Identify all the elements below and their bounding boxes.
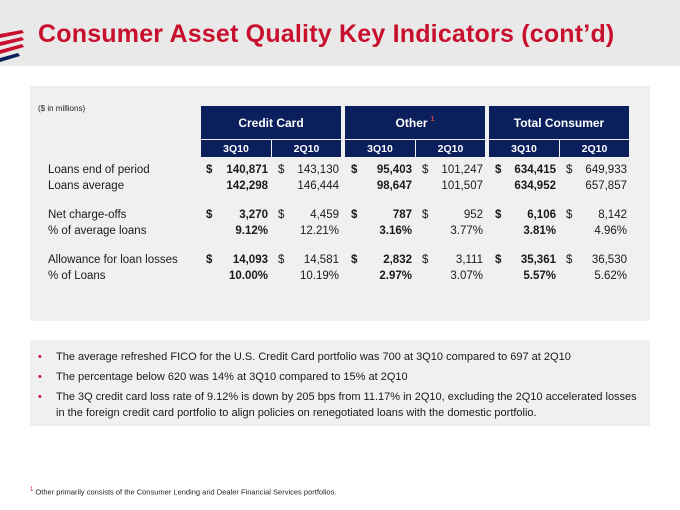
currency-sign: $ bbox=[206, 209, 213, 221]
period-header-cc-2q10: 2Q10 bbox=[272, 140, 341, 157]
table-cell: 634,415 bbox=[514, 164, 556, 176]
units-note: ($ in millions) bbox=[38, 104, 86, 113]
currency-sign: $ bbox=[422, 209, 429, 221]
period-header-other-2q10: 2Q10 bbox=[416, 140, 485, 157]
table-cell: 95,403 bbox=[376, 164, 412, 176]
currency-sign: $ bbox=[278, 254, 285, 266]
period-header-total-3q10: 3Q10 bbox=[489, 140, 559, 157]
currency-sign: $ bbox=[351, 254, 358, 266]
table-cell: 98,647 bbox=[376, 180, 412, 192]
period-header-other-3q10: 3Q10 bbox=[345, 140, 415, 157]
table-cell: 3.81% bbox=[523, 225, 556, 237]
table-cell: 143,130 bbox=[297, 164, 339, 176]
currency-sign: $ bbox=[422, 164, 429, 176]
row-label: % of average loans bbox=[48, 225, 147, 237]
table-cell: 35,361 bbox=[520, 254, 556, 266]
footnote: $^1$ Other primarily consists of the Consumer Lending and Dealer Financial Services portfolios. bbox=[30, 487, 337, 497]
group-header-other: Other $^1$ bbox=[345, 106, 485, 139]
table-cell: 3,111 bbox=[455, 254, 483, 266]
table-cell: 649,933 bbox=[585, 164, 627, 176]
currency-sign: $ bbox=[278, 164, 285, 176]
row-label: Allowance for loan losses bbox=[48, 254, 178, 266]
footnote-marker: 1 bbox=[430, 116, 435, 123]
table-cell: 787 bbox=[392, 209, 412, 221]
bullet-item: • The average refreshed FICO for the U.S. Credit Card portfolio was 700 at 3Q10 compared to 697 at 2Q10 bbox=[38, 351, 571, 363]
row-label: Net charge-offs bbox=[48, 209, 127, 221]
period-header-total-2q10: 2Q10 bbox=[560, 140, 629, 157]
currency-sign: $ bbox=[351, 164, 358, 176]
flag-logo-icon bbox=[0, 30, 24, 64]
table-cell: 14,581 bbox=[303, 254, 339, 266]
table-cell: 4,459 bbox=[310, 209, 339, 221]
currency-sign: $ bbox=[206, 254, 213, 266]
table-cell: 12.21% bbox=[299, 225, 339, 237]
currency-sign: $ bbox=[495, 209, 502, 221]
table-cell: 142,298 bbox=[226, 180, 268, 192]
table-cell: 10.00% bbox=[228, 270, 268, 282]
table-cell: 3.16% bbox=[379, 225, 412, 237]
table-cell: 634,952 bbox=[514, 180, 556, 192]
table-cell: 9.12% bbox=[235, 225, 268, 237]
row-label: % of Loans bbox=[48, 270, 106, 282]
table-cell: 2,832 bbox=[383, 254, 412, 266]
currency-sign: $ bbox=[495, 164, 502, 176]
table-cell: 2.97% bbox=[379, 270, 412, 282]
table-cell: 6,106 bbox=[527, 209, 556, 221]
currency-sign: $ bbox=[422, 254, 429, 266]
table-cell: 101,507 bbox=[441, 180, 483, 192]
table-cell: 14,093 bbox=[232, 254, 268, 266]
currency-sign: $ bbox=[566, 209, 573, 221]
table-cell: 4.96% bbox=[594, 225, 627, 237]
table-cell: 657,857 bbox=[585, 180, 627, 192]
bullet-item: • The 3Q credit card loss rate of 9.12% is down by 205 bps from 11.17% in 2Q10, excluding the 2Q10 accelerated losses in the foreign credit card portfolio to align policies on renegotiated loans with the domestic portfolio. bbox=[38, 391, 637, 419]
footnote-number: 1 bbox=[30, 487, 34, 493]
table-cell: 140,871 bbox=[226, 164, 268, 176]
table-cell: 10.19% bbox=[299, 270, 339, 282]
period-header-cc-3q10: 3Q10 bbox=[201, 140, 271, 157]
currency-sign: $ bbox=[495, 254, 502, 266]
currency-sign: $ bbox=[351, 209, 358, 221]
table-cell: 3,270 bbox=[239, 209, 268, 221]
bullet-marker: • bbox=[38, 371, 42, 383]
row-label: Loans end of period bbox=[48, 164, 150, 176]
currency-sign: $ bbox=[566, 254, 573, 266]
row-label: Loans average bbox=[48, 180, 125, 192]
table-cell: 5.57% bbox=[523, 270, 556, 282]
table-cell: 5.62% bbox=[594, 270, 627, 282]
table-cell: 3.07% bbox=[450, 270, 483, 282]
currency-sign: $ bbox=[566, 164, 573, 176]
table-cell: 952 bbox=[463, 209, 483, 221]
bullet-marker: • bbox=[38, 391, 42, 403]
table-cell: 146,444 bbox=[297, 180, 339, 192]
slide-title: Consumer Asset Quality Key Indicators (cont’d) bbox=[38, 20, 615, 48]
table-cell: 8,142 bbox=[598, 209, 627, 221]
group-header-credit-card: Credit Card bbox=[201, 106, 341, 139]
currency-sign: $ bbox=[206, 164, 213, 176]
currency-sign: $ bbox=[278, 209, 285, 221]
table-cell: 36,530 bbox=[591, 254, 627, 266]
bullet-marker: • bbox=[38, 351, 42, 363]
group-header-total-consumer: Total Consumer bbox=[489, 106, 629, 139]
table-cell: 101,247 bbox=[441, 164, 483, 176]
bullet-item: • The percentage below 620 was 14% at 3Q10 compared to 15% at 2Q10 bbox=[38, 371, 408, 383]
table-cell: 3.77% bbox=[450, 225, 483, 237]
